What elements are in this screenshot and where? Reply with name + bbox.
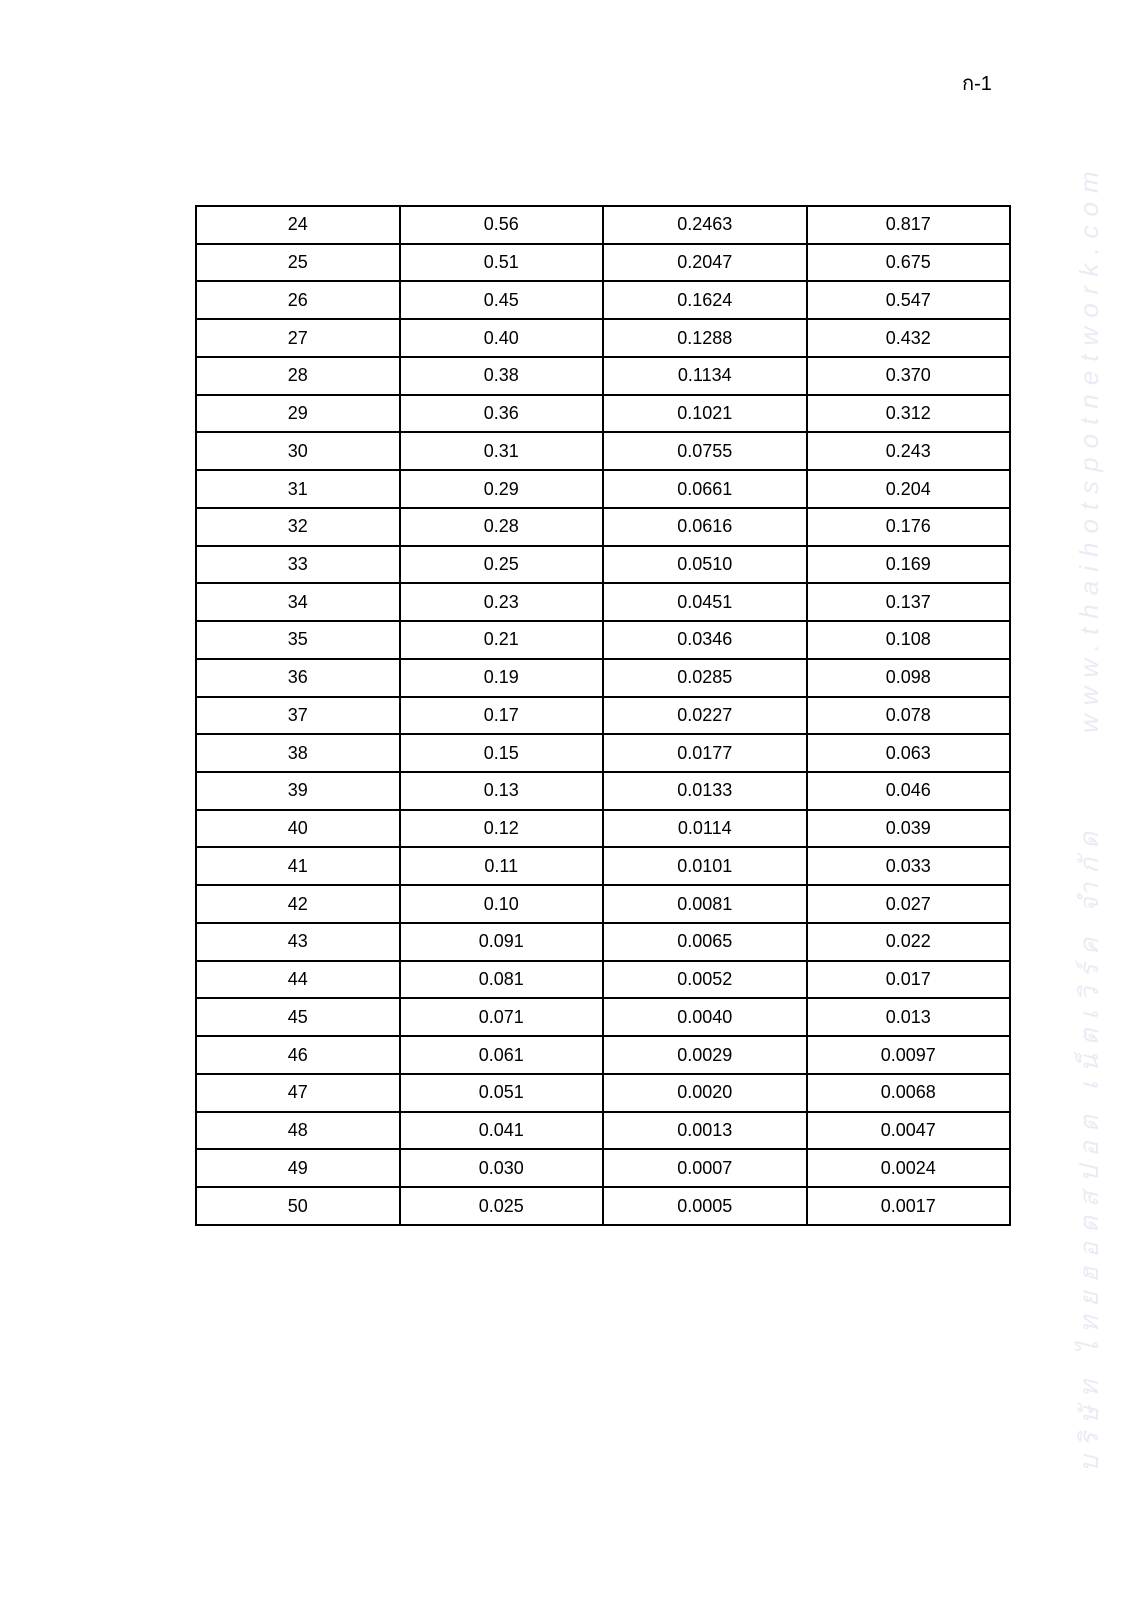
table-cell: 0.547 <box>807 281 1011 319</box>
table-cell: 0.0007 <box>603 1149 807 1187</box>
table-cell: 0.046 <box>807 772 1011 810</box>
table-row <box>196 281 1010 319</box>
table-cell: 0.15 <box>400 734 604 772</box>
table-cell: 0.1021 <box>603 395 807 433</box>
table-cell: 42 <box>196 885 400 923</box>
table-row <box>196 772 1010 810</box>
table-cell: 36 <box>196 659 400 697</box>
table-cell: 45 <box>196 998 400 1036</box>
table-cell: 48 <box>196 1112 400 1150</box>
table-cell: 0.51 <box>400 244 604 282</box>
table-cell: 37 <box>196 697 400 735</box>
table-cell: 0.0017 <box>807 1187 1011 1225</box>
table-cell: 0.030 <box>400 1149 604 1187</box>
table-cell: 0.0510 <box>603 546 807 584</box>
table-cell: 34 <box>196 583 400 621</box>
table-row <box>196 546 1010 584</box>
table-cell: 40 <box>196 810 400 848</box>
data-table <box>195 205 1011 1226</box>
table-row <box>196 847 1010 885</box>
table-row <box>196 395 1010 433</box>
table-row <box>196 659 1010 697</box>
table-cell: 0.0013 <box>603 1112 807 1150</box>
table-cell: 0.29 <box>400 470 604 508</box>
table-row <box>196 885 1010 923</box>
table-cell: 0.36 <box>400 395 604 433</box>
table-cell: 0.0052 <box>603 961 807 999</box>
table-cell: 0.081 <box>400 961 604 999</box>
table-row <box>196 734 1010 772</box>
table-row <box>196 206 1010 244</box>
table-cell: 47 <box>196 1074 400 1112</box>
table-row <box>196 810 1010 848</box>
table-cell: 0.817 <box>807 206 1011 244</box>
table-cell: 0.45 <box>400 281 604 319</box>
table-cell: 35 <box>196 621 400 659</box>
table-cell: 0.063 <box>807 734 1011 772</box>
table-cell: 0.169 <box>807 546 1011 584</box>
page-number-label: ก-1 <box>962 73 992 95</box>
table-cell: 38 <box>196 734 400 772</box>
table-row <box>196 583 1010 621</box>
table-cell: 0.0040 <box>603 998 807 1036</box>
table-cell: 0.10 <box>400 885 604 923</box>
table-cell: 29 <box>196 395 400 433</box>
table-cell: 32 <box>196 508 400 546</box>
table-cell: 30 <box>196 432 400 470</box>
table-cell: 0.0101 <box>603 847 807 885</box>
table-cell: 43 <box>196 923 400 961</box>
table-row <box>196 508 1010 546</box>
table-cell: 46 <box>196 1036 400 1074</box>
table-cell: 0.312 <box>807 395 1011 433</box>
table-row <box>196 1149 1010 1187</box>
table-row <box>196 319 1010 357</box>
table-cell: 0.033 <box>807 847 1011 885</box>
table-cell: 0.0068 <box>807 1074 1011 1112</box>
table-cell: 0.23 <box>400 583 604 621</box>
table-cell: 0.13 <box>400 772 604 810</box>
data-table-body <box>196 206 1010 1225</box>
watermark <box>1070 102 1108 1472</box>
table-cell: 0.40 <box>400 319 604 357</box>
table-row <box>196 1187 1010 1225</box>
table-cell: 33 <box>196 546 400 584</box>
table-cell: 0.022 <box>807 923 1011 961</box>
table-cell: 0.0451 <box>603 583 807 621</box>
table-cell: 0.2463 <box>603 206 807 244</box>
table-cell: 0.017 <box>807 961 1011 999</box>
table-cell: 0.1288 <box>603 319 807 357</box>
table-cell: 0.0285 <box>603 659 807 697</box>
table-cell: 0.108 <box>807 621 1011 659</box>
watermark-url-text: www.thaihotspotnetwork.com <box>1074 162 1104 734</box>
table-cell: 24 <box>196 206 400 244</box>
table-cell: 0.432 <box>807 319 1011 357</box>
table-cell: 0.0661 <box>603 470 807 508</box>
table-cell: 0.078 <box>807 697 1011 735</box>
table-cell: 0.243 <box>807 432 1011 470</box>
table-cell: 0.137 <box>807 583 1011 621</box>
table-cell: 0.013 <box>807 998 1011 1036</box>
table-row <box>196 998 1010 1036</box>
table-cell: 0.0227 <box>603 697 807 735</box>
table-cell: 0.0346 <box>603 621 807 659</box>
table-row <box>196 357 1010 395</box>
table-cell: 50 <box>196 1187 400 1225</box>
table-cell: 0.0177 <box>603 734 807 772</box>
table-cell: 49 <box>196 1149 400 1187</box>
table-cell: 39 <box>196 772 400 810</box>
table-cell: 0.0133 <box>603 772 807 810</box>
table-cell: 0.091 <box>400 923 604 961</box>
table-cell: 0.370 <box>807 357 1011 395</box>
table-cell: 0.039 <box>807 810 1011 848</box>
table-cell: 0.21 <box>400 621 604 659</box>
table-cell: 0.675 <box>807 244 1011 282</box>
table-cell: 0.0114 <box>603 810 807 848</box>
table-cell: 0.19 <box>400 659 604 697</box>
table-cell: 44 <box>196 961 400 999</box>
table-cell: 0.176 <box>807 508 1011 546</box>
table-cell: 0.28 <box>400 508 604 546</box>
table-cell: 0.0065 <box>603 923 807 961</box>
table-row <box>196 961 1010 999</box>
table-cell: 27 <box>196 319 400 357</box>
table-row <box>196 432 1010 470</box>
table-cell: 0.0020 <box>603 1074 807 1112</box>
table-cell: 0.2047 <box>603 244 807 282</box>
table-cell: 0.051 <box>400 1074 604 1112</box>
table-cell: 26 <box>196 281 400 319</box>
table-cell: 0.0047 <box>807 1112 1011 1150</box>
table-cell: 0.061 <box>400 1036 604 1074</box>
table-cell: 0.204 <box>807 470 1011 508</box>
table-row <box>196 244 1010 282</box>
table-cell: 31 <box>196 470 400 508</box>
table-row <box>196 1074 1010 1112</box>
table-cell: 0.38 <box>400 357 604 395</box>
table-cell: 0.0081 <box>603 885 807 923</box>
table-cell: 0.027 <box>807 885 1011 923</box>
table-cell: 0.1624 <box>603 281 807 319</box>
table-cell: 0.071 <box>400 998 604 1036</box>
table-cell: 0.31 <box>400 432 604 470</box>
watermark-thai-text: บริษัท ไทยฮอตสปอต เน็ตเวิร์ค จำกัด <box>1074 823 1104 1472</box>
table-cell: 0.0005 <box>603 1187 807 1225</box>
table-cell: 0.1134 <box>603 357 807 395</box>
table-cell: 0.12 <box>400 810 604 848</box>
table-cell: 0.041 <box>400 1112 604 1150</box>
table-row <box>196 470 1010 508</box>
table-cell: 41 <box>196 847 400 885</box>
table-cell: 0.098 <box>807 659 1011 697</box>
table-cell: 0.025 <box>400 1187 604 1225</box>
table-cell: 0.17 <box>400 697 604 735</box>
table-row <box>196 923 1010 961</box>
table-cell: 0.0616 <box>603 508 807 546</box>
table-row <box>196 621 1010 659</box>
table-cell: 0.11 <box>400 847 604 885</box>
table-cell: 0.0755 <box>603 432 807 470</box>
table-row <box>196 697 1010 735</box>
table-cell: 0.0029 <box>603 1036 807 1074</box>
table-cell: 25 <box>196 244 400 282</box>
table-cell: 28 <box>196 357 400 395</box>
table-cell: 0.25 <box>400 546 604 584</box>
table-cell: 0.0024 <box>807 1149 1011 1187</box>
table-row <box>196 1112 1010 1150</box>
table-cell: 0.0097 <box>807 1036 1011 1074</box>
table-row <box>196 1036 1010 1074</box>
table-cell: 0.56 <box>400 206 604 244</box>
